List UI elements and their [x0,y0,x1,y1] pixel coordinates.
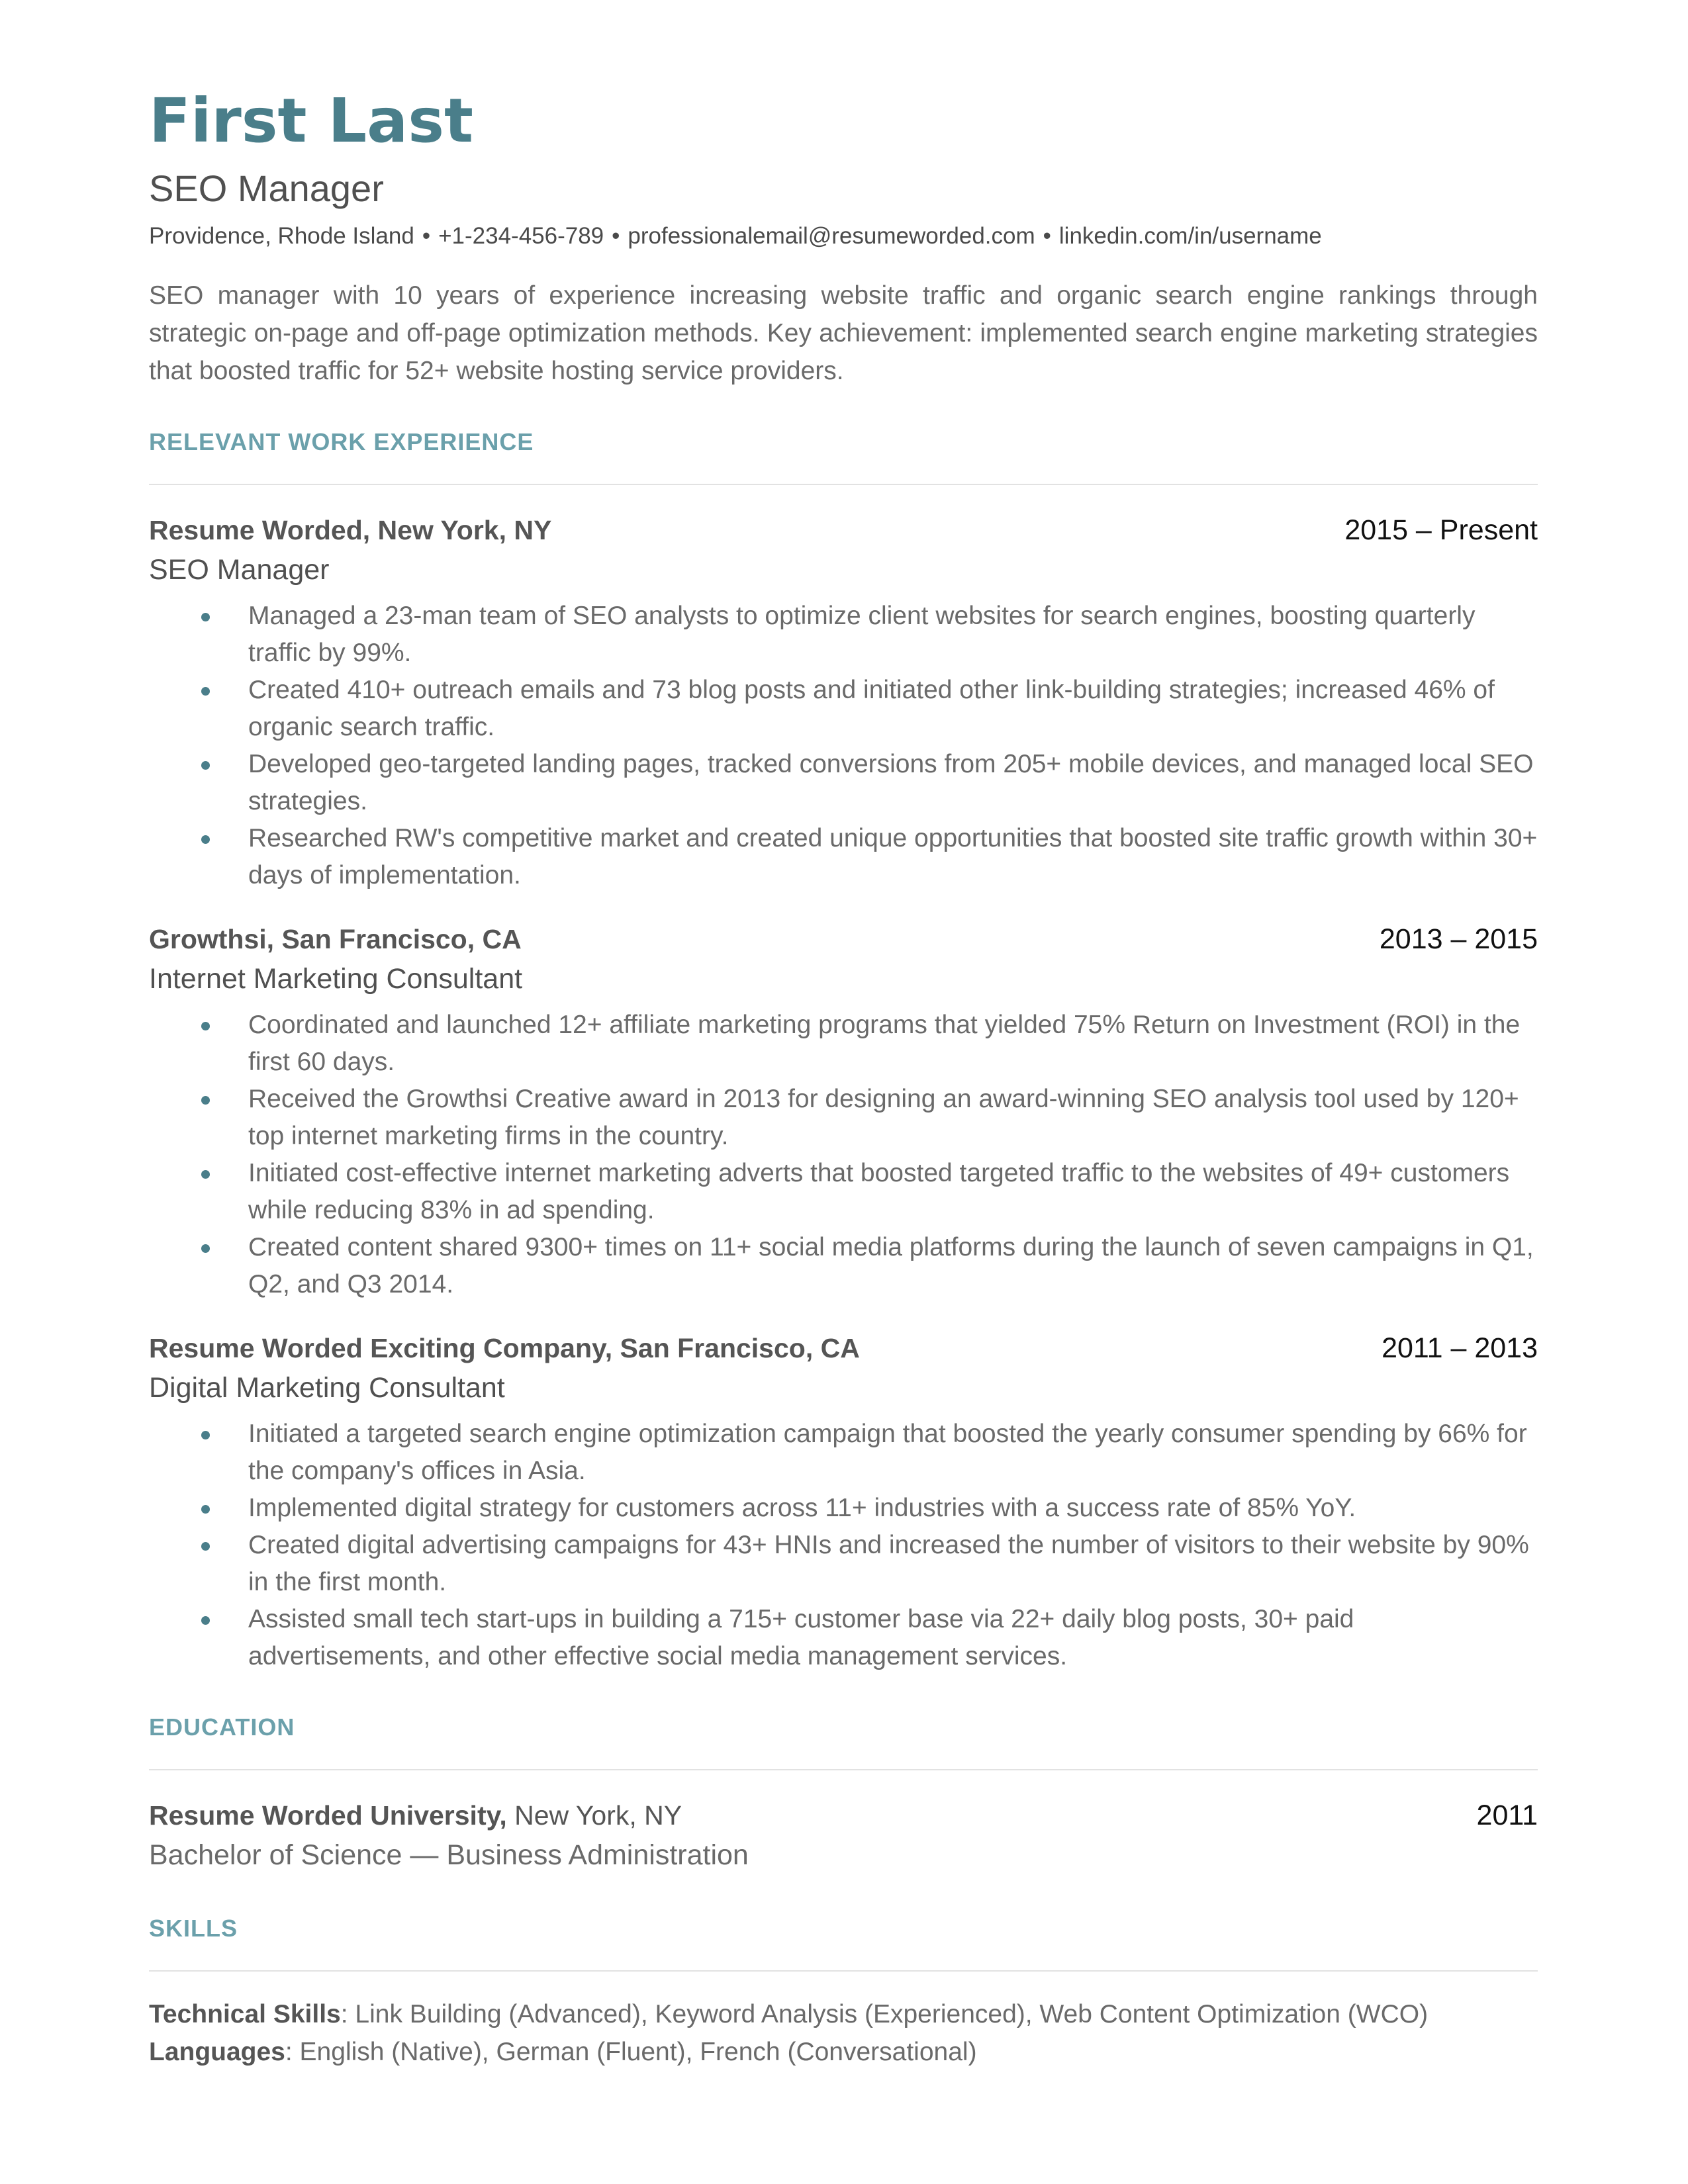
bullet-text: Assisted small tech start-ups in building a 715+ customer base via 22+ daily blog posts, 30+ paid advertisements, and other effective social media management services. [248,1605,1354,1670]
bullet-item [149,1601,1538,1675]
bullet-text: Created 410+ outreach emails and 73 blog posts and initiated other link-building strategies; increased 46% of organic search traffic. [248,676,1495,741]
bullet-text: Initiated a targeted search engine optimization campaign that boosted the yearly consumer spending by 66% for the company's offices in Asia. [248,1420,1527,1485]
skills-languages-label: Languages [149,2038,285,2066]
contact-line [149,220,1538,253]
contact-email: professionalemail@resumeworded.com [628,223,1035,249]
job-title: Digital Marketing Consultant [149,1372,505,1404]
bullet-dot-icon [201,687,210,696]
bullet-text: Created content shared 9300+ times on 11+ social media platforms during the launch of seven campaigns in Q1, Q2, and Q3 2014. [248,1233,1534,1298]
bullet-item [149,1155,1538,1229]
bullet-dot-icon [201,1431,210,1439]
bullet-dot-icon [201,835,210,844]
bullet-item [149,1416,1538,1490]
job-title: SEO Manager [149,554,330,586]
contact-location: Providence, Rhode Island [149,223,414,249]
bullet-item [149,1007,1538,1081]
contact-linkedin: linkedin.com/in/username [1058,223,1322,249]
contact-phone: +1-234-456-789 [438,223,604,249]
job-entry [149,1330,1538,1675]
education-header [149,1797,1538,1834]
skills-languages [149,2033,1538,2071]
contact-separator: • [612,223,620,249]
bullet-dot-icon [201,613,210,621]
bullet-text: Managed a 23-man team of SEO analysts to optimize client websites for search engines, boosting quarterly traffic by 99%. [248,602,1476,667]
skills-languages-value: : English (Native), German (Fluent), French (Conversational) [285,2038,977,2066]
bullet-text: Developed geo-targeted landing pages, tracked conversions from 205+ mobile devices, and managed local SEO strategies. [248,750,1534,815]
job-company: Growthsi, San Francisco, CA [149,924,522,954]
bullet-item [149,672,1538,746]
bullet-item [149,1527,1538,1601]
skills-block [149,1995,1538,2071]
bullet-text: Received the Growthsi Creative award in 2013 for designing an award-winning SEO analysis tool used by 120+ top internet marketing firms in the country. [248,1085,1519,1150]
job-header [149,921,1538,958]
bullet-item [149,598,1538,672]
resume-page [149,85,1538,2071]
bullet-dot-icon [201,1244,210,1253]
bullet-text: Created digital advertising campaigns for 43+ HNIs and increased the number of visitors to their website by 90% in the first month. [248,1531,1529,1596]
job-company: Resume Worded Exciting Company, San Francisco, CA [149,1333,860,1363]
job-bullets [149,598,1538,894]
job-entry [149,512,1538,894]
bullet-dot-icon [201,1022,210,1030]
contact-separator: • [422,223,431,249]
job-dates: 2013 – 2015 [1379,923,1538,955]
education-school: Resume Worded University, [149,1800,507,1831]
bullet-text: Initiated cost-effective internet marketing adverts that boosted targeted traffic to the websites of 49+ customers while reducing 83% in ad spending. [248,1159,1510,1224]
education-year: 2011 [1476,1799,1538,1831]
education-school-line [149,1797,682,1834]
education-entry [149,1797,1538,1876]
bullet-dot-icon [201,1170,210,1179]
education-degree: Bachelor of Science — Business Administration [149,1839,749,1871]
bullet-dot-icon [201,1616,210,1625]
job-bullets [149,1007,1538,1303]
contact-separator: • [1043,223,1051,249]
section-title-education: EDUCATION [149,1712,1538,1770]
section-title-experience: RELEVANT WORK EXPERIENCE [149,427,1538,485]
education-location: New York, NY [506,1800,682,1831]
skills-technical [149,1995,1538,2033]
bullet-item [149,1229,1538,1303]
skills-technical-value: : Link Building (Advanced), Keyword Analysis (Experienced), Web Content Optimization (WCO) [340,2000,1429,2028]
job-company: Resume Worded, New York, NY [149,515,552,545]
job-bullets [149,1416,1538,1675]
summary: SEO manager with 10 years of experience increasing website traffic and organic search engine rankings through strategic on-page and off-page optimization methods. Key achievement: implemented search engine marketing strategies that boosted traffic for 52+ website hosting service providers. [149,281,1538,385]
bullet-item [149,1081,1538,1155]
job-dates: 2011 – 2013 [1382,1332,1538,1364]
bullet-item [149,820,1538,894]
bullet-text: Coordinated and launched 12+ affiliate marketing programs that yielded 75% Return on Investment (ROI) in the first 60 days. [248,1011,1521,1076]
job-entry [149,921,1538,1303]
candidate-role: SEO Manager [149,167,384,209]
section-title-skills: SKILLS [149,1913,1538,1972]
job-header [149,1330,1538,1367]
job-title: Internet Marketing Consultant [149,963,523,995]
candidate-name: First Last [149,85,473,156]
bullet-dot-icon [201,1542,210,1551]
bullet-text: Researched RW's competitive market and created unique opportunities that boosted site traffic growth within 30+ days of implementation. [248,824,1538,889]
bullet-dot-icon [201,761,210,770]
bullet-dot-icon [201,1096,210,1105]
bullet-text: Implemented digital strategy for customers across 11+ industries with a success rate of 85% YoY. [248,1494,1356,1522]
job-dates: 2015 – Present [1344,514,1538,546]
bullet-item [149,746,1538,820]
job-header [149,512,1538,549]
bullet-dot-icon [201,1505,210,1514]
bullet-item [149,1490,1538,1527]
skills-technical-label: Technical Skills [149,2000,341,2028]
